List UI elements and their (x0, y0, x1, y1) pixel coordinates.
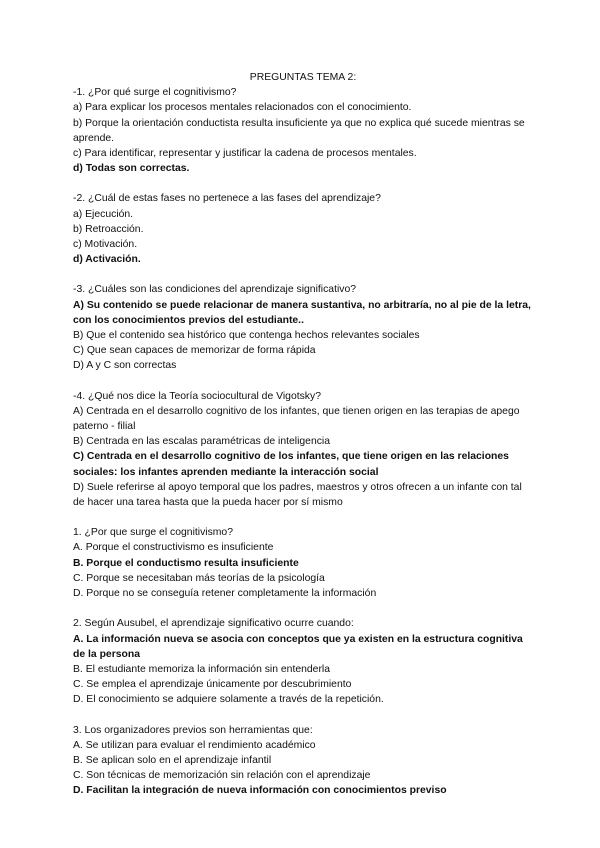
answer-option: D) A y C son correctas (73, 360, 177, 372)
answer-option-correct: d) Todas son correctas. (73, 163, 190, 175)
question-prompt: -1. ¿Por qué surge el cognitivismo? (73, 87, 237, 99)
answer-option: A. Porque el constructivismo es insuficiente (73, 542, 274, 554)
answer-option: b) Porque la orientación conductista resulta insuficiente ya que no explica qué sucede mientras se aprende. (73, 117, 525, 144)
question-block (73, 616, 533, 707)
answer-option: B) Centrada en las escalas paramétricas de inteligencia (73, 436, 331, 448)
answer-option-correct: C) Centrada en el desarrollo cognitivo de los infantes, que tiene origen en las relaciones sociales: los infantes aprenden mediante la interacción social (73, 451, 509, 478)
answer-option: C. Porque se necesitaban más teorías de la psicología (73, 572, 325, 584)
answer-option: b) Retroacción. (73, 223, 144, 235)
question-block (73, 191, 533, 267)
question-prompt: -3. ¿Cuáles son las condiciones del aprendizaje significativo? (73, 284, 357, 296)
question-prompt: 3. Los organizadores previos son herramientas que: (73, 724, 313, 736)
answer-option: C. Se emplea el aprendizaje únicamente por descubrimiento (73, 679, 352, 691)
question-block (73, 723, 533, 799)
page-title: PREGUNTAS TEMA 2: (249, 72, 357, 83)
question-block (73, 389, 533, 511)
answer-option-correct: A) Su contenido se puede relacionar de manera sustantiva, no arbitraría, no al pie de la letra, con los conocimientos previos del estudiante.. (73, 299, 531, 326)
question-prompt: 1. ¿Por que surge el cognitivismo? (73, 527, 233, 539)
answer-option: A) Centrada en el desarrollo cognitivo de los infantes, que tienen origen en las terapias de apego paterno - filial (73, 405, 520, 433)
question-block (73, 282, 533, 373)
answer-option: A. Se utilizan para evaluar el rendimiento académico (73, 739, 316, 751)
answer-option: B) Que el contenido sea histórico que contenga hechos relevantes sociales (73, 330, 420, 342)
answer-option: B. El estudiante memoriza la información sin entenderla (73, 663, 331, 675)
answer-option: C. Son técnicas de memorización sin relación con el aprendizaje (73, 770, 371, 782)
answer-option-correct: d) Activación. (73, 254, 141, 266)
answer-option: c) Para identificar, representar y justificar la cadena de procesos mentales. (73, 148, 417, 160)
answer-option-correct: A. La información nueva se asocia con conceptos que ya existen en la estructura cognitiva de la persona (73, 633, 523, 660)
question-block (73, 525, 533, 601)
question-prompt: 2. Según Ausubel, el aprendizaje significativo ocurre cuando: (73, 618, 354, 630)
answer-option-correct: B. Porque el conductismo resulta insuficiente (73, 557, 299, 569)
answer-option: B. Se aplican solo en el aprendizaje infantil (73, 754, 272, 766)
answer-option: c) Motivación. (73, 239, 138, 251)
answer-option: D. Porque no se conseguía retener completamente la información (73, 588, 377, 600)
question-list (73, 85, 533, 798)
answer-option: D. El conocimiento se adquiere solamente a través de la repetición. (73, 694, 384, 706)
question-block (73, 85, 533, 176)
answer-option-correct: D. Facilitan la integración de nueva información con conocimientos previso (73, 785, 447, 797)
document-page (73, 70, 533, 799)
answer-option: C) Que sean capaces de memorizar de forma rápida (73, 345, 316, 357)
question-prompt: -4. ¿Qué nos dice la Teoría sociocultural de Vigotsky? (73, 390, 321, 402)
answer-option: a) Para explicar los procesos mentales relacionados con el conocimiento. (73, 102, 412, 114)
answer-option: D) Suele referirse al apoyo temporal que los padres, maestros y otros ofrecen a un infante con tal de hacer una tarea hasta que la pueda hacer por sí mismo (73, 481, 522, 509)
question-prompt: -2. ¿Cuál de estas fases no pertenece a las fases del aprendizaje? (73, 193, 381, 205)
answer-option: a) Ejecución. (73, 208, 134, 220)
